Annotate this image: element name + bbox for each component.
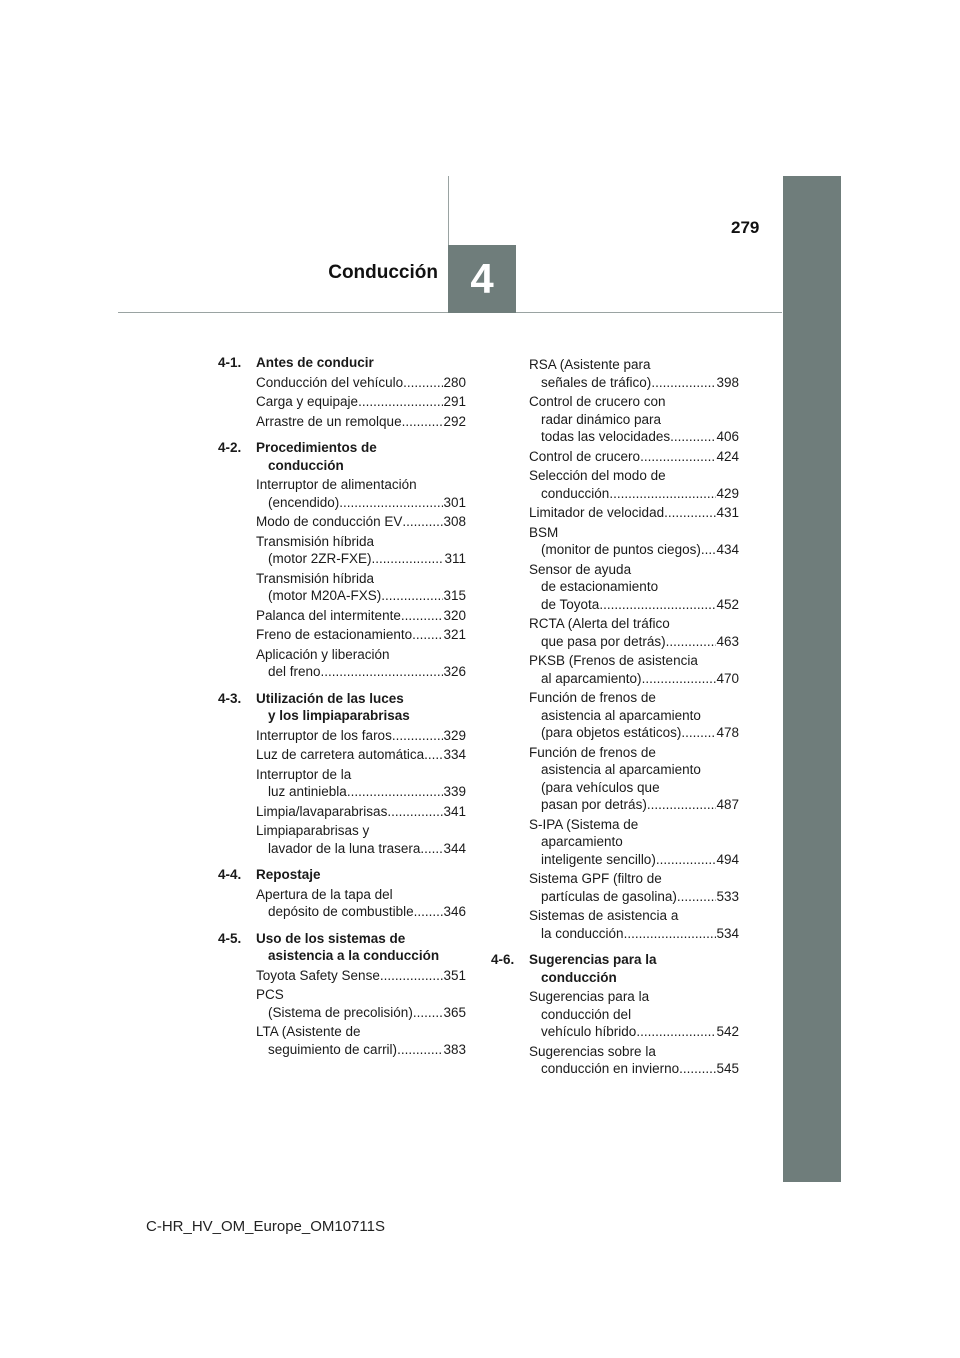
entry-final-line xyxy=(529,1023,739,1041)
entry-text-line: Función de frenos de xyxy=(529,690,656,705)
entry-text-line: luz antiniebla xyxy=(268,784,347,799)
dot-leader xyxy=(347,783,444,801)
dot-leader xyxy=(679,1060,716,1078)
entry-text-line: Selección del modo de xyxy=(529,468,666,483)
entry-text-line: la conducción xyxy=(541,925,624,941)
entry-page-number: 545 xyxy=(716,1061,739,1076)
entry-final-line xyxy=(529,541,739,559)
entry-page-number: 542 xyxy=(716,1024,739,1039)
section-title xyxy=(256,354,466,372)
section-title xyxy=(529,951,739,986)
toc-right-column xyxy=(491,354,739,1078)
entry-text-line: RCTA (Alerta del tráfico xyxy=(529,616,670,631)
entry-final-line xyxy=(529,925,739,943)
dot-leader xyxy=(599,596,716,614)
section-heading xyxy=(218,439,466,474)
entry-page-number: 292 xyxy=(443,413,466,429)
toc-entry[interactable] xyxy=(529,615,739,650)
toc-entry[interactable] xyxy=(529,1043,739,1078)
toc-entry[interactable] xyxy=(256,766,466,801)
toc-section xyxy=(491,951,739,1078)
entry-page-number: 321 xyxy=(443,627,466,642)
toc-entry[interactable] xyxy=(256,374,466,392)
chapter-side-tab xyxy=(783,176,841,1182)
entry-text-line: depósito de combustible xyxy=(268,904,414,919)
dot-leader xyxy=(651,374,716,392)
toc-entry[interactable] xyxy=(529,744,739,814)
header-divider-vertical xyxy=(448,176,449,246)
entry-text-line: vehículo híbrido xyxy=(541,1024,637,1039)
entry-page-number: 334 xyxy=(443,747,466,762)
toc-entry[interactable] xyxy=(256,727,466,745)
section-number: 4-2. xyxy=(218,440,242,455)
toc-entry[interactable] xyxy=(256,413,466,431)
section-title xyxy=(256,690,466,725)
entry-page-number: 424 xyxy=(716,448,739,464)
entry-text-line: Freno de estacionamiento xyxy=(256,627,413,642)
section-title-line: Uso de los sistemas de xyxy=(256,930,406,946)
dot-leader xyxy=(412,626,443,644)
entry-text-line: de Toyota xyxy=(541,596,600,612)
chapter-number-box xyxy=(448,245,516,313)
toc-entry[interactable] xyxy=(256,646,466,681)
entry-text-line: Transmisión híbrida xyxy=(256,533,375,549)
entry-page-number: 494 xyxy=(716,851,739,867)
section-title-line: Utilización de las luces xyxy=(256,690,404,706)
dot-leader xyxy=(624,925,717,943)
dot-leader xyxy=(640,448,716,466)
entry-page-number: 344 xyxy=(443,840,466,856)
toc-entry[interactable] xyxy=(256,607,466,625)
entry-page-number: 478 xyxy=(716,725,739,740)
entry-text-line: Sistemas de asistencia a xyxy=(529,908,679,923)
entry-page-number: 320 xyxy=(443,607,466,623)
toc-section xyxy=(218,439,466,681)
dot-leader xyxy=(397,1041,443,1059)
entry-final-line xyxy=(256,1041,466,1059)
entry-final-line xyxy=(529,428,739,446)
toc-section xyxy=(218,866,466,921)
dot-leader xyxy=(381,587,443,605)
dot-leader xyxy=(402,413,444,431)
toc-entry[interactable] xyxy=(529,448,739,466)
toc-entry[interactable] xyxy=(256,1023,466,1058)
entry-final-line xyxy=(529,633,739,651)
entry-page-number: 487 xyxy=(716,797,739,812)
toc-entry[interactable] xyxy=(256,986,466,1021)
entry-text-line: conducción en invierno xyxy=(541,1061,680,1076)
entry-final-line xyxy=(529,485,739,503)
dot-leader xyxy=(666,633,717,651)
entry-final-line xyxy=(529,888,739,906)
chapter-number: 4 xyxy=(470,255,494,302)
entry-text-line: Apertura de la tapa del xyxy=(256,886,393,902)
chapter-title: Conducción xyxy=(328,262,438,283)
dot-leader xyxy=(321,663,444,681)
dot-leader xyxy=(656,851,717,869)
entry-final-line xyxy=(256,783,466,801)
entry-page-number: 383 xyxy=(443,1041,466,1057)
entry-text-line: PCS xyxy=(256,987,284,1002)
entry-text-line: Toyota Safety Sense xyxy=(256,967,380,983)
entry-final-line xyxy=(256,393,466,411)
toc-entry[interactable] xyxy=(529,356,739,391)
toc-entry[interactable] xyxy=(529,652,739,687)
entry-final-line xyxy=(529,374,739,392)
entry-text-line: Palanca del intermitente xyxy=(256,607,401,623)
entry-final-line xyxy=(529,596,739,614)
entry-text-line: Conducción del vehículo xyxy=(256,374,404,390)
document-id: C-HR_HV_OM_Europe_OM10711S xyxy=(146,1218,385,1235)
entry-text-line: (para vehículos que xyxy=(541,779,660,795)
section-number: 4-5. xyxy=(218,930,242,946)
dot-leader xyxy=(387,803,443,821)
entry-text-line: S-IPA (Sistema de xyxy=(529,816,639,832)
entry-page-number: 534 xyxy=(716,925,739,941)
dot-leader xyxy=(380,967,444,985)
entry-text-line: Sensor de ayuda xyxy=(529,561,632,577)
entry-text-line: Carga y equipaje xyxy=(256,394,359,409)
section-number: 4-6. xyxy=(491,952,515,967)
dot-leader xyxy=(401,607,444,625)
section-number: 4-3. xyxy=(218,690,242,706)
toc-entry[interactable] xyxy=(256,822,466,857)
entry-final-line xyxy=(529,851,739,869)
entry-final-line xyxy=(256,840,466,858)
entry-final-line xyxy=(529,670,739,688)
entry-text-line: (encendido) xyxy=(268,494,340,510)
toc-entry[interactable] xyxy=(529,907,739,942)
section-title xyxy=(256,866,466,884)
toc-entry[interactable] xyxy=(256,967,466,985)
dot-leader xyxy=(424,746,443,764)
entry-text-line: (Sistema de precolisión) xyxy=(268,1004,413,1020)
toc-section xyxy=(218,930,466,1059)
entry-final-line xyxy=(256,903,466,921)
entry-text-line: (motor M20A-FXS) xyxy=(268,588,382,603)
entry-page-number: 280 xyxy=(443,374,466,390)
entry-page-number: 339 xyxy=(443,784,466,799)
entry-final-line xyxy=(256,413,466,431)
section-heading xyxy=(218,690,466,725)
entry-text-line: lavador de la luna trasera xyxy=(268,840,421,856)
entry-text-line: asistencia al aparcamiento xyxy=(541,707,701,723)
entry-page-number: 434 xyxy=(716,542,739,557)
entry-text-line: LTA (Asistente de xyxy=(256,1024,361,1039)
entry-final-line xyxy=(256,1004,466,1022)
toc-entry[interactable] xyxy=(256,803,466,821)
entry-page-number: 398 xyxy=(716,374,739,390)
entry-text-line: (para objetos estáticos) xyxy=(541,725,682,740)
toc-section xyxy=(491,356,739,942)
entry-text-line: al aparcamiento) xyxy=(541,670,642,686)
entry-final-line xyxy=(256,607,466,625)
toc-entry[interactable] xyxy=(529,504,739,522)
entry-page-number: 346 xyxy=(443,904,466,919)
section-title-line: conducción xyxy=(541,969,617,985)
dot-leader xyxy=(701,541,717,559)
entry-page-number: 463 xyxy=(716,633,739,649)
section-number: 4-4. xyxy=(218,867,242,882)
entry-text-line: Control de crucero con xyxy=(529,394,666,409)
entry-page-number: 429 xyxy=(716,485,739,501)
entry-page-number: 431 xyxy=(716,505,739,520)
dot-leader xyxy=(413,1004,444,1022)
entry-text-line: Interruptor de los faros xyxy=(256,727,392,743)
entry-text-line: inteligente sencillo) xyxy=(541,851,656,867)
toc-entry[interactable] xyxy=(256,393,466,411)
entry-page-number: 406 xyxy=(716,429,739,444)
dot-leader xyxy=(670,428,716,446)
toc-section xyxy=(218,354,466,430)
entry-final-line xyxy=(256,494,466,512)
toc-entry[interactable] xyxy=(256,626,466,644)
entry-page-number: 329 xyxy=(443,727,466,743)
section-heading xyxy=(218,866,466,884)
section-title-line: y los limpiaparabrisas xyxy=(268,708,410,723)
entry-page-number: 301 xyxy=(443,494,466,510)
section-title-line: Antes de conducir xyxy=(256,355,374,370)
section-title xyxy=(256,439,466,474)
dot-leader xyxy=(358,393,443,411)
dot-leader xyxy=(647,796,717,814)
entry-final-line xyxy=(529,504,739,522)
entry-page-number: 452 xyxy=(716,596,739,612)
entry-text-line: Modo de conducción EV xyxy=(256,514,403,529)
toc-entry[interactable] xyxy=(529,467,739,502)
dot-leader xyxy=(392,727,444,745)
dot-leader xyxy=(339,494,443,512)
entry-page-number: 365 xyxy=(443,1004,466,1020)
entry-text-line: Limpiaparabrisas y xyxy=(256,823,370,838)
entry-final-line xyxy=(256,727,466,745)
entry-final-line xyxy=(529,448,739,466)
toc-entry[interactable] xyxy=(256,746,466,764)
toc-entry[interactable] xyxy=(529,524,739,559)
toc-entry[interactable] xyxy=(529,689,739,742)
section-title-line: conducción xyxy=(268,457,344,473)
entry-text-line: (motor 2ZR-FXE) xyxy=(268,551,372,566)
entry-final-line xyxy=(256,550,466,568)
entry-final-line xyxy=(256,626,466,644)
section-title-line: Repostaje xyxy=(256,867,321,882)
entry-page-number: 311 xyxy=(444,551,466,566)
entry-text-line: Limpia/lavaparabrisas xyxy=(256,803,388,819)
entry-page-number: 470 xyxy=(716,670,739,686)
dot-leader xyxy=(609,485,716,503)
section-heading xyxy=(218,930,466,965)
section-heading xyxy=(491,951,739,986)
entry-text-line: Transmisión híbrida xyxy=(256,570,375,586)
entry-page-number: 315 xyxy=(443,588,466,603)
dot-leader xyxy=(402,513,443,531)
entry-final-line xyxy=(256,746,466,764)
entry-text-line: Luz de carretera automática xyxy=(256,747,425,762)
section-title xyxy=(256,930,466,965)
entry-final-line xyxy=(256,587,466,605)
entry-text-line: BSM xyxy=(529,524,559,540)
entry-final-line xyxy=(529,796,739,814)
entry-text-line: Control de crucero xyxy=(529,448,641,464)
entry-text-line: asistencia al aparcamiento xyxy=(541,762,701,777)
entry-text-line: Limitador de velocidad xyxy=(529,505,665,520)
entry-text-line: Sistema GPF (filtro de xyxy=(529,871,662,886)
dot-leader xyxy=(642,670,717,688)
dot-leader xyxy=(664,504,716,522)
toc-entry[interactable] xyxy=(529,393,739,446)
entry-page-number: 308 xyxy=(443,514,466,529)
dot-leader xyxy=(636,1023,716,1041)
entry-text-line: Interruptor de la xyxy=(256,766,352,782)
entry-page-number: 291 xyxy=(443,394,466,409)
toc-entry[interactable] xyxy=(529,561,739,614)
toc-entry[interactable] xyxy=(529,988,739,1041)
dot-leader xyxy=(677,888,717,906)
entry-text-line: conducción xyxy=(541,485,610,501)
entry-final-line xyxy=(529,724,739,742)
entry-text-line: de estacionamiento xyxy=(541,579,659,594)
section-heading xyxy=(218,354,466,372)
entry-text-line: del freno xyxy=(268,664,321,679)
entry-final-line xyxy=(256,803,466,821)
entry-text-line: radar dinámico para xyxy=(541,411,662,427)
section-title-line: asistencia a la conducción xyxy=(268,948,440,963)
entry-final-line xyxy=(529,1060,739,1078)
entry-text-line: Función de frenos de xyxy=(529,744,656,760)
section-number: 4-1. xyxy=(218,355,242,370)
entry-text-line: Aplicación y liberación xyxy=(256,646,390,662)
entry-text-line: partículas de gasolina) xyxy=(541,888,677,904)
entry-page-number: 341 xyxy=(443,803,466,819)
entry-text-line: que pasa por detrás) xyxy=(541,633,666,649)
entry-page-number: 351 xyxy=(443,967,466,983)
toc-left-column xyxy=(218,354,466,1058)
toc-entry[interactable] xyxy=(256,886,466,921)
toc-entry[interactable] xyxy=(256,513,466,531)
dot-leader xyxy=(420,840,443,858)
entry-text-line: pasan por detrás) xyxy=(541,797,647,812)
section-title-line: Sugerencias para la xyxy=(529,952,657,967)
entry-text-line: Sugerencias para la xyxy=(529,989,650,1004)
entry-page-number: 533 xyxy=(716,888,739,904)
dot-leader xyxy=(414,903,444,921)
toc-entry[interactable] xyxy=(256,570,466,605)
entry-text-line: PKSB (Frenos de asistencia xyxy=(529,653,698,668)
entry-final-line xyxy=(256,513,466,531)
entry-text-line: RSA (Asistente para xyxy=(529,357,651,372)
entry-text-line: Sugerencias sobre la xyxy=(529,1043,656,1059)
entry-text-line: (monitor de puntos ciegos) xyxy=(541,542,701,557)
entry-text-line: señales de tráfico) xyxy=(541,374,652,390)
toc-entry[interactable] xyxy=(256,533,466,568)
toc-entry[interactable] xyxy=(529,816,739,869)
entry-text-line: todas las velocidades xyxy=(541,429,671,444)
dot-leader xyxy=(372,550,445,568)
toc-section xyxy=(218,690,466,858)
entry-text-line: aparcamiento xyxy=(541,834,623,849)
dot-leader xyxy=(681,724,716,742)
entry-page-number: 326 xyxy=(443,664,466,679)
entry-final-line xyxy=(256,663,466,681)
entry-final-line xyxy=(256,967,466,985)
entry-text-line: Interruptor de alimentación xyxy=(256,477,417,492)
toc-entry[interactable] xyxy=(529,870,739,905)
section-title-line: Procedimientos de xyxy=(256,440,377,455)
dot-leader xyxy=(403,374,443,392)
entry-text-line: conducción del xyxy=(541,1006,632,1022)
toc-entry[interactable] xyxy=(256,476,466,511)
entry-final-line xyxy=(256,374,466,392)
entry-text-line: Arrastre de un remolque xyxy=(256,413,402,429)
page-number: 279 xyxy=(731,218,760,237)
entry-text-line: seguimiento de carril) xyxy=(268,1041,398,1057)
